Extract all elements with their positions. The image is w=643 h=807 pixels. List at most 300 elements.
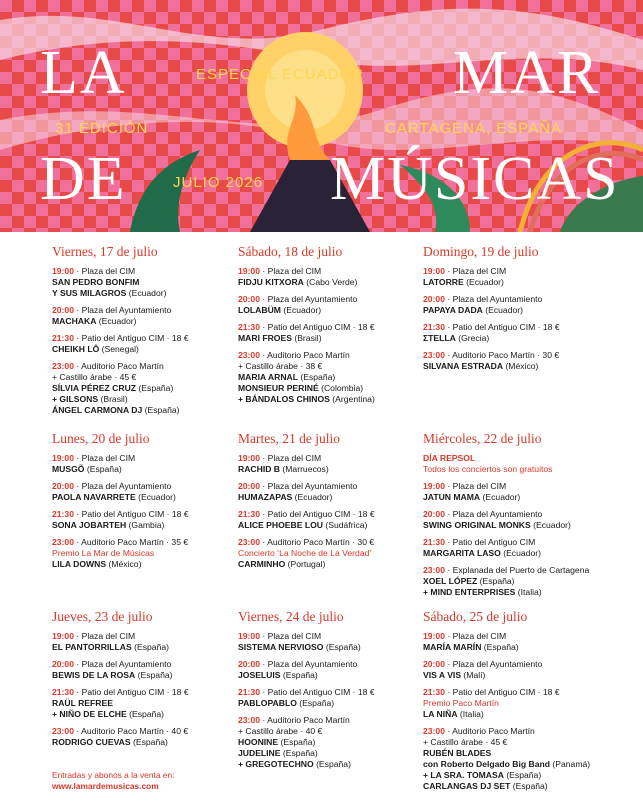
event-time: 19:00	[423, 266, 445, 276]
artist-name: + GILSONS	[52, 394, 99, 404]
title-musicas: MÚSICAS	[330, 145, 620, 213]
artist-country: (España)	[142, 405, 180, 415]
event-time: 19:00	[423, 631, 445, 641]
artist-country: (Ecuador)	[463, 277, 504, 287]
event-header	[423, 266, 603, 277]
artist-line	[423, 277, 603, 288]
event-header	[423, 350, 603, 361]
day-title: Sábado, 18 de julio	[238, 244, 343, 259]
event	[423, 687, 603, 720]
artist-name: MARIA ARNAL	[238, 372, 298, 382]
event-venue: · Auditorio Paco Martín	[444, 726, 535, 736]
event-header	[423, 659, 603, 670]
event-venue: · Plaza del CIM	[259, 266, 322, 276]
event-header	[238, 659, 418, 670]
artist-country: (Italia)	[457, 709, 484, 719]
day-title: Viernes, 24 de julio	[238, 609, 344, 624]
artist-country: (México)	[106, 559, 142, 569]
event-venue: · Plaza del Ayuntamiento	[444, 509, 543, 519]
artist-line	[423, 770, 603, 781]
footer-tickets-label: Entradas y abonos a la venta en:	[52, 770, 175, 780]
artist-line	[52, 642, 232, 653]
event-venue: · Auditorio Paco Martín · 35 €	[73, 537, 189, 547]
artist-name: MARGARITA LASO	[423, 548, 501, 558]
event-venue: · Plaza del Ayuntamiento	[259, 659, 358, 669]
event	[423, 481, 603, 503]
event-time: 19:00	[238, 266, 260, 276]
artist-line	[238, 394, 418, 405]
artist-line	[238, 748, 418, 759]
artist-line	[238, 559, 418, 570]
event	[238, 659, 418, 681]
artist-country: (Gambia)	[126, 520, 165, 530]
artist-country: (España)	[298, 372, 336, 382]
event-header	[52, 453, 232, 464]
artist-line	[52, 344, 232, 355]
artist-name: JATUN MAMA	[423, 492, 481, 502]
event-venue: · Explanada del Puerto de Cartagena	[444, 565, 590, 575]
artist-line	[52, 277, 232, 288]
artist-country: (Senegal)	[99, 344, 139, 354]
day-block	[423, 431, 603, 604]
event	[423, 537, 603, 559]
artist-country: (Ecuador)	[96, 316, 137, 326]
artist-line	[423, 361, 603, 372]
event-header	[238, 509, 418, 520]
artist-country: (Brasil)	[98, 394, 128, 404]
event-venue: · Auditorio Paco Martín · 30 €	[444, 350, 560, 360]
artist-country: (España)	[136, 383, 174, 393]
event-time: 21:30	[52, 687, 74, 697]
event-venue: · Patio del Antiguo CIM · 18 €	[444, 322, 560, 332]
artist-name: ÁNGEL CARMONA DJ	[52, 405, 143, 415]
artist-line	[238, 464, 418, 475]
artist-country: (España)	[131, 642, 170, 652]
artist-name: PABLOPABLO	[238, 698, 297, 708]
artist-country: (Sudáfrica)	[323, 520, 368, 530]
artist-country: (España)	[296, 698, 335, 708]
event-header	[423, 726, 603, 737]
artist-line	[423, 520, 603, 531]
event	[52, 509, 232, 531]
event-venue: · Plaza del CIM	[259, 453, 322, 463]
artist-country: (Italia)	[515, 587, 542, 597]
day-block	[52, 244, 232, 422]
day-intro-line: DÍA REPSOL	[423, 453, 476, 463]
day-title: Viernes, 17 de julio	[52, 244, 158, 259]
event-header	[423, 565, 603, 576]
event-time: 21:30	[423, 687, 445, 697]
artist-name: ALICE PHOEBE LOU	[238, 520, 323, 530]
artist-line	[423, 305, 603, 316]
event-time: 19:00	[52, 631, 74, 641]
artist-line	[238, 670, 418, 681]
artist-line	[52, 464, 232, 475]
event-time: 21:30	[52, 509, 74, 519]
artist-country: (Cabo Verde)	[303, 277, 358, 287]
event-header	[238, 322, 418, 333]
event-time: 19:00	[423, 481, 445, 491]
artist-name: XOEL LÓPEZ	[423, 576, 478, 586]
event-time: 23:00	[238, 537, 260, 547]
event	[52, 361, 232, 416]
event-venue-extra: + Castillo árabe · 45 €	[52, 372, 137, 382]
event-header	[52, 726, 232, 737]
event-venue: · Patio del Antiguo CIM · 18 €	[259, 509, 375, 519]
event	[423, 266, 603, 288]
event-note: Premio Paco Martín	[423, 698, 499, 708]
artist-line	[423, 748, 603, 759]
event-time: 19:00	[238, 631, 260, 641]
day-block	[423, 609, 603, 798]
event-header	[423, 687, 603, 698]
artist-line	[423, 709, 603, 720]
event-time: 20:00	[423, 659, 445, 669]
event	[423, 565, 603, 598]
event	[52, 537, 232, 570]
artist-name: PAOLA NAVARRETE	[52, 492, 136, 502]
artist-name: MARÍA MARÍN	[423, 642, 482, 652]
event-time: 23:00	[423, 350, 445, 360]
artist-name: SISTEMA NERVIOSO	[238, 642, 324, 652]
artist-line	[423, 548, 603, 559]
event-header	[238, 715, 418, 726]
event-header	[423, 537, 603, 548]
artist-line	[423, 492, 603, 503]
event	[52, 726, 232, 748]
artist-country: (México)	[503, 361, 539, 371]
event	[423, 631, 603, 653]
event-time: 21:30	[423, 537, 445, 547]
event-header	[52, 361, 232, 372]
event-time: 20:00	[52, 659, 74, 669]
event-venue: · Patio del Antiguo CIM · 18 €	[73, 509, 189, 519]
event-header	[238, 350, 418, 361]
artist-name: Y SUS MILAGROS	[52, 288, 127, 298]
artist-country: (Argentina)	[329, 394, 375, 404]
artist-name: + MIND ENTERPRISES	[423, 587, 516, 597]
day-block	[52, 431, 232, 576]
artist-name: MARI FROES	[238, 333, 292, 343]
artist-name: MACHAKA	[52, 316, 97, 326]
artist-line	[52, 670, 232, 681]
artist-name: MUSGÕ	[52, 464, 85, 474]
event-time: 20:00	[52, 481, 74, 491]
event-header	[52, 333, 232, 344]
artist-line	[423, 781, 603, 792]
event-time: 20:00	[238, 294, 260, 304]
artist-country: (España)	[313, 759, 351, 769]
artist-name: LATORRE	[423, 277, 464, 287]
event	[238, 266, 418, 288]
event-venue-extra: + Castillo árabe · 38 €	[238, 361, 323, 371]
artist-name: BEWIS DE LA ROSA	[52, 670, 136, 680]
day-title: Lunes, 20 de julio	[52, 431, 150, 446]
event-venue: · Patio del Antiguo CIM · 18 €	[73, 333, 189, 343]
event-venue: · Plaza del CIM	[73, 453, 136, 463]
event-header	[423, 509, 603, 520]
event-venue: · Patio del Antiguo CIM	[444, 537, 536, 547]
event	[52, 687, 232, 720]
artist-country: (Malí)	[461, 670, 486, 680]
artist-country: (Ecuador)	[530, 520, 571, 530]
event-time: 23:00	[52, 361, 74, 371]
event-venue: · Plaza del Ayuntamiento	[259, 481, 358, 491]
event	[52, 631, 232, 653]
artist-name: ΣTELLA	[423, 333, 456, 343]
event	[423, 659, 603, 681]
title-la: LA	[40, 39, 127, 107]
event	[52, 305, 232, 327]
event-header	[52, 687, 232, 698]
event-venue: · Plaza del Ayuntamiento	[73, 481, 172, 491]
event	[52, 266, 232, 299]
artist-country: (España)	[135, 670, 173, 680]
artist-country: (España)	[481, 642, 519, 652]
event-venue: · Plaza del Ayuntamiento	[259, 294, 358, 304]
event-time: 20:00	[423, 294, 445, 304]
event-venue: · Patio del Antiguo CIM · 18 €	[444, 687, 560, 697]
artist-country: (Ecuador)	[126, 288, 167, 298]
artist-country: (España)	[280, 670, 318, 680]
artist-line	[423, 576, 603, 587]
artist-line	[238, 333, 418, 344]
artist-name: LOLABÜM	[238, 305, 281, 315]
day-title: Jueves, 23 de julio	[52, 609, 153, 624]
event-time: 19:00	[52, 453, 74, 463]
artist-country: (España)	[477, 576, 515, 586]
event-header	[423, 631, 603, 642]
artist-name: RUBÉN BLADES	[423, 748, 492, 758]
artist-name: + LA SRA. TOMASA	[423, 770, 504, 780]
event-time: 23:00	[52, 726, 74, 736]
artist-line	[238, 759, 418, 770]
event-time: 20:00	[423, 509, 445, 519]
event	[238, 322, 418, 344]
day-block	[52, 609, 232, 754]
artist-country: (España)	[510, 781, 548, 791]
event-time: 19:00	[238, 453, 260, 463]
subtitle-fecha: JULIO 2026	[173, 174, 264, 191]
artist-name: LA NIÑA	[423, 709, 458, 719]
event	[423, 294, 603, 316]
event-header	[238, 687, 418, 698]
event-time: 21:30	[52, 333, 74, 343]
event-venue: · Patio del Antiguo CIM · 18 €	[259, 687, 375, 697]
day-block	[238, 609, 418, 776]
artist-name: JOSELUIS	[238, 670, 281, 680]
artist-name: RODRIGO CUEVAS	[52, 737, 131, 747]
artist-country: (España)	[323, 642, 361, 652]
event-time: 23:00	[52, 537, 74, 547]
artist-line	[423, 333, 603, 344]
event	[238, 537, 418, 570]
event-time: 21:30	[423, 322, 445, 332]
event-venue: · Patio del Antiguo CIM · 18 €	[73, 687, 189, 697]
artist-name: + GREGOTECHNO	[238, 759, 314, 769]
event-note: Premio La Mar de Músicas	[52, 548, 155, 558]
artist-name: HUMAZAPAS	[238, 492, 293, 502]
artist-country: (Ecuador)	[482, 305, 523, 315]
event	[238, 294, 418, 316]
event-header	[238, 294, 418, 305]
artist-name: HOONINE	[238, 737, 279, 747]
subtitle-edicion: 31 EDICIÓN	[55, 120, 149, 137]
artist-name: RAÜL REFREE	[52, 698, 113, 708]
event-venue: · Plaza del Ayuntamiento	[444, 659, 543, 669]
artist-line	[238, 383, 418, 394]
event-venue: · Plaza del CIM	[444, 266, 507, 276]
event-header	[423, 322, 603, 333]
artist-country: (España)	[503, 770, 542, 780]
event	[238, 453, 418, 475]
event-venue-extra: + Castillo árabe · 40 €	[238, 726, 323, 736]
event-venue: · Auditorio Paco Martín · 30 €	[259, 537, 375, 547]
event-time: 23:00	[238, 350, 260, 360]
event-header	[52, 481, 232, 492]
artist-line	[423, 670, 603, 681]
title-mar: MAR	[453, 39, 601, 107]
artist-country: (Panamá)	[550, 759, 591, 769]
event	[238, 509, 418, 531]
event-venue: · Auditorio Paco Martín	[259, 715, 350, 725]
day-intro-line: Todos los conciertos son gratuitos	[423, 464, 553, 474]
footer	[52, 770, 174, 792]
day-title: Martes, 21 de julio	[238, 431, 340, 446]
artist-line	[238, 520, 418, 531]
day-block	[423, 244, 603, 378]
event-header	[52, 305, 232, 316]
artist-country: (Colombia)	[318, 383, 364, 393]
event-venue: · Patio del Antiguo CIM · 18 €	[259, 322, 375, 332]
event-header	[423, 294, 603, 305]
artist-name: SILVANA ESTRADA	[423, 361, 504, 371]
event-venue: · Plaza del CIM	[444, 631, 507, 641]
event-header	[238, 453, 418, 464]
artist-country: (Brasil)	[291, 333, 322, 343]
event-header	[52, 537, 232, 548]
artist-line	[423, 759, 603, 770]
footer-website-link[interactable]	[52, 781, 174, 792]
artist-line	[52, 288, 232, 299]
event-venue: · Plaza del CIM	[259, 631, 322, 641]
artist-country: (Portugal)	[285, 559, 326, 569]
artist-country: (España)	[126, 709, 164, 719]
artist-name: EL PANTORRILLAS	[52, 642, 132, 652]
artist-country: (España)	[280, 748, 318, 758]
event-time: 23:00	[423, 565, 445, 575]
event-time: 20:00	[238, 481, 260, 491]
artist-line	[423, 587, 603, 598]
artist-name: + NIÑO DE ELCHE	[52, 709, 127, 719]
event-time: 21:30	[238, 687, 260, 697]
artist-line	[238, 492, 418, 503]
artist-line	[238, 277, 418, 288]
artist-country: (Ecuador)	[500, 548, 541, 558]
artist-name: MONSIEUR PERINÉ	[238, 383, 319, 393]
event	[238, 687, 418, 709]
event-header	[52, 509, 232, 520]
artist-line	[238, 372, 418, 383]
artist-country: (España)	[278, 737, 316, 747]
artist-line	[52, 698, 232, 709]
artist-line	[238, 642, 418, 653]
day-intro	[423, 453, 603, 475]
artist-line	[52, 709, 232, 720]
event-time: 23:00	[423, 726, 445, 736]
title-de: DE	[40, 145, 127, 213]
event-header	[238, 537, 418, 548]
event	[52, 481, 232, 503]
artist-name: SAN PEDRO BONFIM	[52, 277, 140, 287]
artist-country: (España)	[130, 737, 168, 747]
artist-name: VIS A VIS	[423, 670, 462, 680]
artist-name: JUDELINE	[238, 748, 281, 758]
event-venue: · Auditorio Paco Martín · 40 €	[73, 726, 189, 736]
subtitle-lugar: CARTAGENA, ESPAÑA	[385, 120, 563, 137]
event-time: 23:00	[238, 715, 260, 725]
event-header	[52, 659, 232, 670]
artist-country: (Marruecos)	[280, 464, 329, 474]
artist-line	[52, 492, 232, 503]
event	[423, 350, 603, 372]
artist-line	[423, 642, 603, 653]
artist-line	[238, 737, 418, 748]
event-header	[238, 481, 418, 492]
event-venue: · Plaza del CIM	[73, 266, 136, 276]
day-block	[238, 431, 418, 576]
event-time: 19:00	[52, 266, 74, 276]
artist-name: CHEIKH LÔ	[52, 344, 100, 354]
event-time: 21:30	[238, 509, 260, 519]
event-venue: · Plaza del Ayuntamiento	[444, 294, 543, 304]
event	[52, 659, 232, 681]
footer-url[interactable]: www.lamardemusicas.com	[52, 781, 159, 791]
event-venue: · Plaza del Ayuntamiento	[73, 659, 172, 669]
event-time: 20:00	[238, 659, 260, 669]
event-venue: · Plaza del CIM	[444, 481, 507, 491]
artist-name: CARLANGAS DJ SET	[423, 781, 511, 791]
artist-country: (Ecuador)	[280, 305, 322, 315]
event	[423, 509, 603, 531]
event-venue: · Plaza del CIM	[73, 631, 136, 641]
artist-name: SONA JOBARTEH	[52, 520, 127, 530]
artist-country: (Grecia)	[455, 333, 490, 343]
artist-name: RACHID B	[238, 464, 281, 474]
artist-line	[52, 737, 232, 748]
artist-name: con Roberto Delgado Big Band	[423, 759, 550, 769]
event-venue: · Auditorio Paco Martín	[73, 361, 164, 371]
artist-line	[52, 383, 232, 394]
event	[423, 322, 603, 344]
day-title: Domingo, 19 de julio	[423, 244, 539, 259]
event	[238, 631, 418, 653]
event-header	[238, 266, 418, 277]
artist-line	[52, 394, 232, 405]
subtitle-especial: ESPECIAL ECUADOR	[196, 66, 364, 83]
event-header	[52, 266, 232, 277]
event	[52, 453, 232, 475]
artist-name: PAPAYA DADA	[423, 305, 483, 315]
event-header	[52, 631, 232, 642]
artist-name: CARMINHO	[238, 559, 286, 569]
artist-line	[52, 520, 232, 531]
artist-line	[52, 316, 232, 327]
event-header	[423, 481, 603, 492]
artist-line	[238, 698, 418, 709]
hero-banner	[0, 0, 643, 232]
artist-country: (Ecuador)	[292, 492, 333, 502]
